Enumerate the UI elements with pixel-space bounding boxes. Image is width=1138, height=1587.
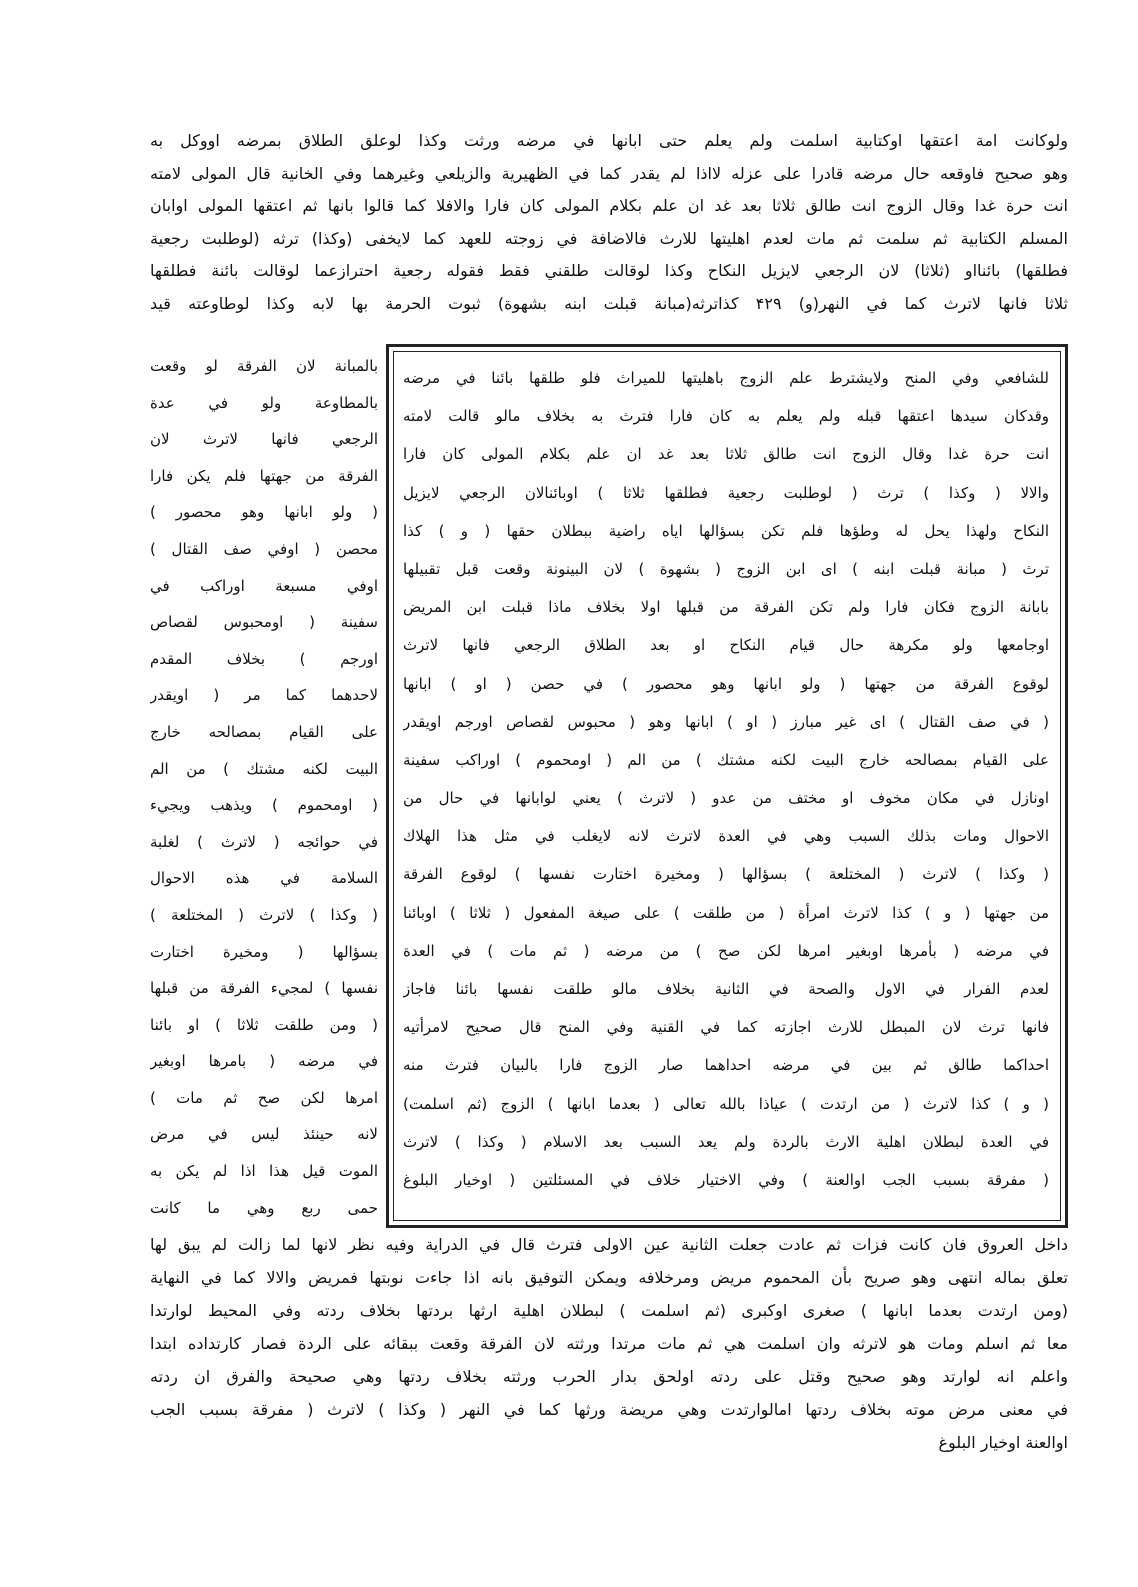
text-line: الفرقة من جهتها فلم يكن فارا xyxy=(150,466,378,485)
text-line: تعلق بماله انتهى وهو صريح بأن المحموم مريض ومرخلافه ويمكن التوفيق بانه اذا جاءت نوبتها فمريض والالا كما في النهاية xyxy=(150,1268,1068,1287)
text-line: انت حرة غدا وقال الزوج انت طالق ثلاثا بعد غد ان علم بكلام المولى كان فارا xyxy=(403,445,1049,464)
text-line: ( مفرقة بسبب الجب اوالعنة ) وفي الاختيار خلاف في المسئلتين ( اوخيار البلوغ xyxy=(403,1170,1049,1189)
text-line: اوفي مسبعة اوراكب في xyxy=(150,576,378,595)
text-line: من جهتها ( و ) كذا لاترث امرأة ( من طلقت ) على صيغة المفعول ( ثلاثا ) اوبائنا xyxy=(403,903,1049,922)
text-line: على القيام بمصالحه خارج xyxy=(150,722,378,741)
text-line: بالمطاوعة ولو في عدة xyxy=(150,393,378,412)
text-line: لاحدهما كما مر ( اويقدر xyxy=(150,686,378,705)
text-line: السلامة في هذه الاحوال xyxy=(150,869,378,888)
main-text xyxy=(403,359,1049,1199)
text-line: للشافعي وفي المنح ولايشترط علم الزوج باهليتها للميراث فلو طلقها بائنا في مرضه xyxy=(403,369,1049,387)
text-line: ( ولو ابانها وهو محصور ) xyxy=(150,503,378,522)
text-line: وهو صحيح فاوقعه حال مرضه قادرا على عزله لااذا لم يقدر كما في الظهيرية والزيلعي وغيرهما وفي الخانية قال المولى لامته xyxy=(150,163,1068,183)
text-line: اوالعنة اوخيار البلوغ xyxy=(938,1433,1068,1452)
text-line: ولوكانت امة اعتقها اوكتابية اسلمت ولم يعلم حتى ابانها في مرضه ورثت وكذا لوعلق الطلاق بمرضه اووكل به xyxy=(150,131,1068,150)
text-line: بسؤالها ( ومخيرة اختارت xyxy=(150,942,378,961)
text-line: داخل العروق فان كانت فزات ثم عادت جعلت الثانية عين الاولى فترث قال في الدراية وفيه نظر لانها لما زالت لم يبق لها xyxy=(150,1235,1068,1254)
top-commentary xyxy=(150,125,1068,320)
text-line: وقدكان سيدها اعتقها قبله ولم يعلم به كان فارا فترث به بخلاف مالو قالت لامته xyxy=(403,407,1049,426)
text-line: بالمبانة لان الفرقة لو وقعت xyxy=(150,357,378,375)
text-line: نفسها ) لمجيء الفرقة من قبلها xyxy=(150,979,378,998)
text-line: فانها ترث لان المبطل للارث اجازته كما في القنية وفي المنح قال صحيح لامرأتيه xyxy=(403,1018,1049,1037)
text-line: اونازل في مكان مخوف او مختف من عدو ( لاترث ) يعني لوابانها في حال من xyxy=(403,789,1049,808)
text-line: فطلقها) بائنااو (ثلاثا) لان الرجعي لايزيل النكاح وكذا لوقالت طلقني فقط فقوله رجعية احترازعما لوقالت بائنة فطلقها xyxy=(150,261,1068,280)
text-line: (ومن ارتدت بعدما ابانها ) صغرى اوكبرى (ثم اسلمت ) لبطلان اهلية ارثها بردتها بخلاف ردته وفي المحيط لوارتدا xyxy=(150,1301,1068,1320)
text-line: حمى ربع وهي ما كانت xyxy=(150,1198,378,1217)
text-line: معا ثم اسلم ومات هو لاترثه وان اسلمت هي ثم مات مرتدا ورثته لان الفرقة وقعت ببقائه على الردة فصار كارتداده ابتدا xyxy=(150,1334,1068,1353)
text-line: في معنى مرض موته بخلاف ردتها امالوارتدت وهي مريضة ورثها كما في النهر ( وكذا ) لاترث ( مفرقة بسبب الجب xyxy=(150,1400,1068,1419)
text-line: اوجامعها ولو مكرهة حال قيام النكاح او بعد الطلاق الرجعي فانها لاترث xyxy=(403,636,1049,655)
text-line: ( في صف القتال ) اى غير مبارز ( او ) ابانها وهو ( محبوس لقصاص اورجم اويقدر xyxy=(403,712,1049,731)
text-line: ( و ) كذا لاترث ( من ارتدت ) عياذا بالله تعالى ( بعدما ابانها ) الزوج (ثم اسلمت) xyxy=(403,1094,1049,1113)
text-line: لانه حينئذ ليس في مرض xyxy=(150,1125,378,1144)
text-line: لوقوع الفرقة من جهتها ( ولو ابانها وهو محصور ) في حصن ( او ) ابانها xyxy=(403,674,1049,693)
text-line: لعدم الفرار في الاول والصحة في الثانية بخلاف مالو طلقت نفسها بائنا فاجاز xyxy=(403,980,1049,998)
text-line: الموت قيل هذا اذا لم يكن به xyxy=(150,1162,378,1181)
text-line: محصن ( اوفي صف القتال ) xyxy=(150,539,378,558)
main-text-frame xyxy=(386,344,1068,1228)
text-line: سفينة ( اومحبوس لقصاص xyxy=(150,613,378,632)
text-line: واعلم انه لوارتد وهو صحيح وقتل على ردته اولحق بدار الحرب ورثته بخلاف ردتها وهي صحيحة والفرق ان ردته xyxy=(150,1367,1068,1386)
text-line: ثلاثا فانها لاترث كما في النهر(و) ۴۲۹ كذاترثه(مبانة قبلت ابنه بشهوة) ثبوت الحرمة بها لابه وكذا لوطاوعته قيد xyxy=(150,293,1068,313)
text-line: الرجعي فانها لاترث لان xyxy=(150,430,378,449)
text-line: في حوائجه ( لاترث ) لغلبة xyxy=(150,832,378,851)
text-line: في العدة لبطلان اهلية الارث بالردة ولم يعد السبب بعد الاسلام ( وكذا ) لاترث xyxy=(403,1132,1049,1151)
text-line: ترث ( مبانة قبلت ابنه ) اى ابن الزوج ( بشهوة ) لان البينونة وقعت قبل تقبيلها xyxy=(403,559,1049,578)
text-line: ( وكذا ) لاترث ( المختلعة ) xyxy=(150,905,378,924)
text-line: المسلم الكتابية ثم سلمت ثم مات لعدم اهليتها للارث فالاضافة في زوجته للعهد كما لايخفى (وكذا) ترثه (لوطلبت رجعية xyxy=(150,228,1068,248)
text-line: ( وكذا ) لاترث ( المختلعة ) بسؤالها ( ومخيرة اختارت نفسها ) لوقوع الفرقة xyxy=(403,865,1049,884)
text-line: في مرضه ( بأمرها اوبغير امرها لكن صح ) من مرضه ( ثم مات ) في العدة xyxy=(403,941,1049,960)
bottom-commentary xyxy=(150,1228,1068,1459)
text-line: ( اومحموم ) ويذهب ويجيء xyxy=(150,796,378,815)
text-line: النكاح ولهذا يحل له وطؤها فلم تكن بسؤالها اياه راضية ببطلان حقها ( و ) كذا xyxy=(403,521,1049,540)
text-line: على القيام بمصالحه خارج البيت لكنه مشتك ) من الم ( اومحموم ) اوراكب سفينة xyxy=(403,750,1049,769)
text-line: ( ومن طلقت ثلاثا ) او بائنا xyxy=(150,1015,378,1034)
text-line: والالا ( وكذا ) ترث ( لوطلبت رجعية فطلقها ثلاثا ) اوبائنالان الرجعي لايزيل xyxy=(403,483,1049,502)
text-line: الاحوال ومات بذلك السبب وهي في العدة لاترث لانه لايغلب في مثل هذا الهلاك xyxy=(403,827,1049,846)
text-line: احداكما طالق ثم بين في مرضه احداهما صار الزوج فارا بالبيان فترث منه xyxy=(403,1056,1049,1075)
text-line: بابانة الزوج فكان فارا ولم تكن الفرقة من قبلها اولا بخلاف ماذا قبلت ابن المريض xyxy=(403,598,1049,617)
text-line: امرها لكن صح ثم مات ) xyxy=(150,1088,378,1107)
text-line: البيت لكنه مشتك ) من الم xyxy=(150,759,378,778)
text-line: انت حرة غدا وقال الزوج انت طالق ثلاثا بعد غد ان علم بكلام المولى كان فارا والافلا كما قالوا بانها ثم اعتقها المولى اوابان xyxy=(150,196,1068,215)
side-commentary xyxy=(150,348,378,1226)
text-line: في مرضه ( بامرها اوبغير xyxy=(150,1052,378,1071)
text-line: اورجم ) بخلاف المقدم xyxy=(150,649,378,668)
